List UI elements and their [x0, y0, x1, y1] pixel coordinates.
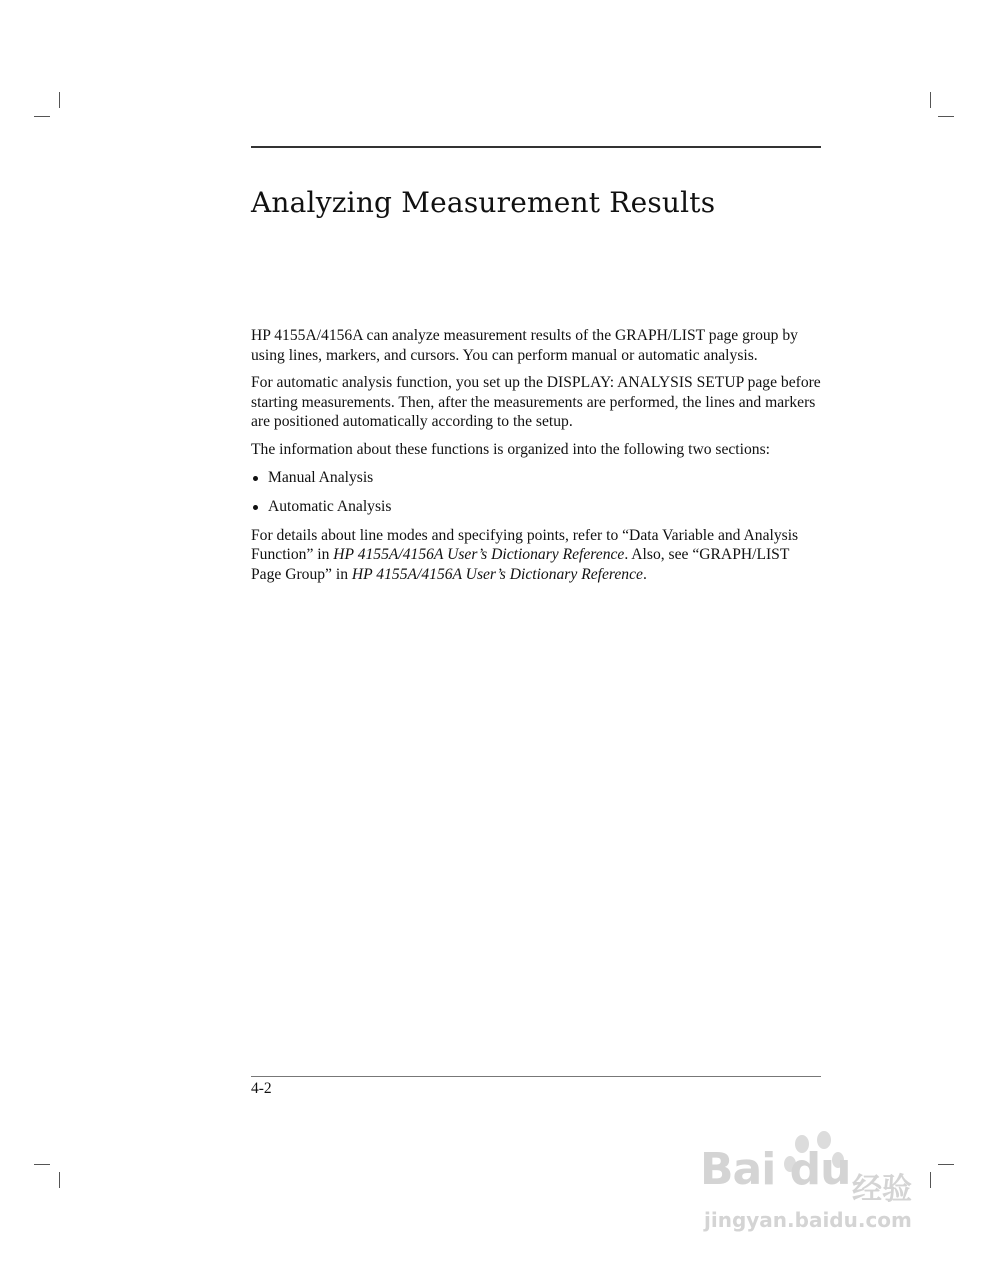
crop-mark-bottom-left-v: [59, 1172, 60, 1188]
page-number: 4-2: [251, 1080, 272, 1097]
bullet-icon: [253, 476, 258, 481]
list-item: [251, 497, 821, 517]
footer-rule: [251, 1076, 821, 1077]
crop-mark-bottom-right-h: [938, 1164, 954, 1165]
header-rule: [251, 146, 821, 148]
reference-text: . Also, see “GRAPH/LIST Page Group” in: [251, 546, 790, 583]
reference-book-title: HP 4155A/4156A User’s Dictionary Reference: [351, 565, 643, 583]
paragraph-sections: The information about these functions is organized into the following two sections:: [251, 440, 770, 458]
crop-mark-top-right-h: [938, 116, 954, 117]
list-item-label: Automatic Analysis: [268, 497, 392, 515]
watermark-url: jingyan.baidu.com: [704, 1208, 912, 1232]
body-text: [251, 326, 821, 593]
list-item-label: Manual Analysis: [268, 468, 374, 486]
crop-mark-top-left-h: [34, 116, 50, 117]
bullet-icon: [253, 505, 258, 510]
crop-mark-bottom-left-h: [34, 1164, 50, 1165]
crop-mark-top-right-v: [930, 92, 931, 108]
watermark-logo: Bai du: [700, 1144, 851, 1195]
paragraph-intro: HP 4155A/4156A can analyze measurement results of the GRAPH/LIST page group by using lines, markers, and cursors. You can perform manual or automatic analysis.: [251, 327, 798, 364]
crop-mark-top-left-v: [59, 92, 60, 108]
reference-book-title: HP 4155A/4156A User’s Dictionary Reference: [333, 546, 625, 564]
baidu-watermark: [700, 1130, 940, 1240]
list-item: [251, 468, 821, 488]
reference-text: For details about line modes and specifying points, refer to “Data Variable and Analysis Function” in: [251, 526, 799, 564]
chapter-title: Analyzing Measurement Results: [251, 186, 716, 219]
paragraph-automatic: For automatic analysis function, you set up the DISPLAY: ANALYSIS SETUP page before starting measurements. Then, after the measurements are performed, the lines and markers are positioned automatically according to the setup.: [251, 374, 821, 431]
paragraph-reference: [251, 526, 821, 585]
watermark-chinese: 经验: [852, 1172, 912, 1207]
reference-text: .: [642, 565, 647, 583]
section-list: [251, 468, 821, 517]
